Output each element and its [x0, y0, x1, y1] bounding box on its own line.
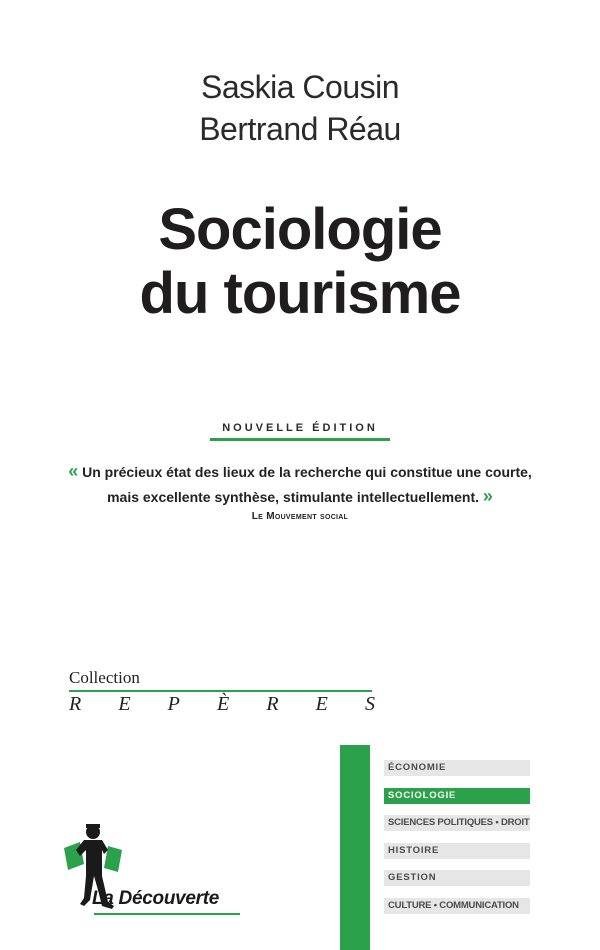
subject-tab-economie: ÉCONOMIE	[384, 760, 530, 776]
quote-line: mais excellente synthèse, stimulante intellectuellement.	[107, 489, 480, 505]
close-quote-mark: »	[482, 486, 493, 506]
publisher-logo	[62, 820, 252, 920]
accent-bar	[340, 745, 370, 950]
publisher-underline	[94, 913, 240, 915]
publisher-name: La Découverte	[92, 888, 220, 909]
book-title	[0, 198, 600, 326]
collection-letter: P	[167, 693, 180, 715]
collection-letter: E	[315, 693, 328, 715]
subject-list	[384, 760, 530, 925]
collection-letter: R	[266, 693, 279, 715]
quote-source: Le Mouvement social	[251, 511, 349, 522]
collection-letter: R	[69, 693, 82, 715]
author-name: Bertrand Réau	[199, 111, 401, 147]
subject-tab-culture: CULTURE • COMMUNICATION	[384, 898, 530, 914]
title-line: Sociologie	[158, 197, 442, 262]
title-line: du tourisme	[139, 261, 461, 326]
subject-tab-gestion: GESTION	[384, 870, 530, 886]
authors	[0, 66, 600, 150]
author-name: Saskia Cousin	[200, 69, 400, 105]
open-quote-mark: «	[68, 461, 79, 481]
subject-tab-sciences-politiques: SCIENCES POLITIQUES • DROIT	[384, 815, 530, 831]
edition-label: NOUVELLE ÉDITION	[210, 422, 390, 441]
subject-tab-histoire: HISTOIRE	[384, 843, 530, 859]
subject-tab-sociologie: SOCIOLOGIE	[384, 788, 530, 804]
quote-line: Un précieux état des lieux de la recherche qui constitue une courte,	[82, 464, 532, 480]
collection-letter: E	[118, 693, 131, 715]
collection-letter: È	[216, 693, 230, 715]
collection-name	[69, 693, 375, 716]
collection-label: Collection	[69, 668, 140, 687]
review-quote	[40, 459, 560, 509]
collection-letter: S	[364, 693, 375, 715]
collection-divider	[69, 690, 372, 692]
